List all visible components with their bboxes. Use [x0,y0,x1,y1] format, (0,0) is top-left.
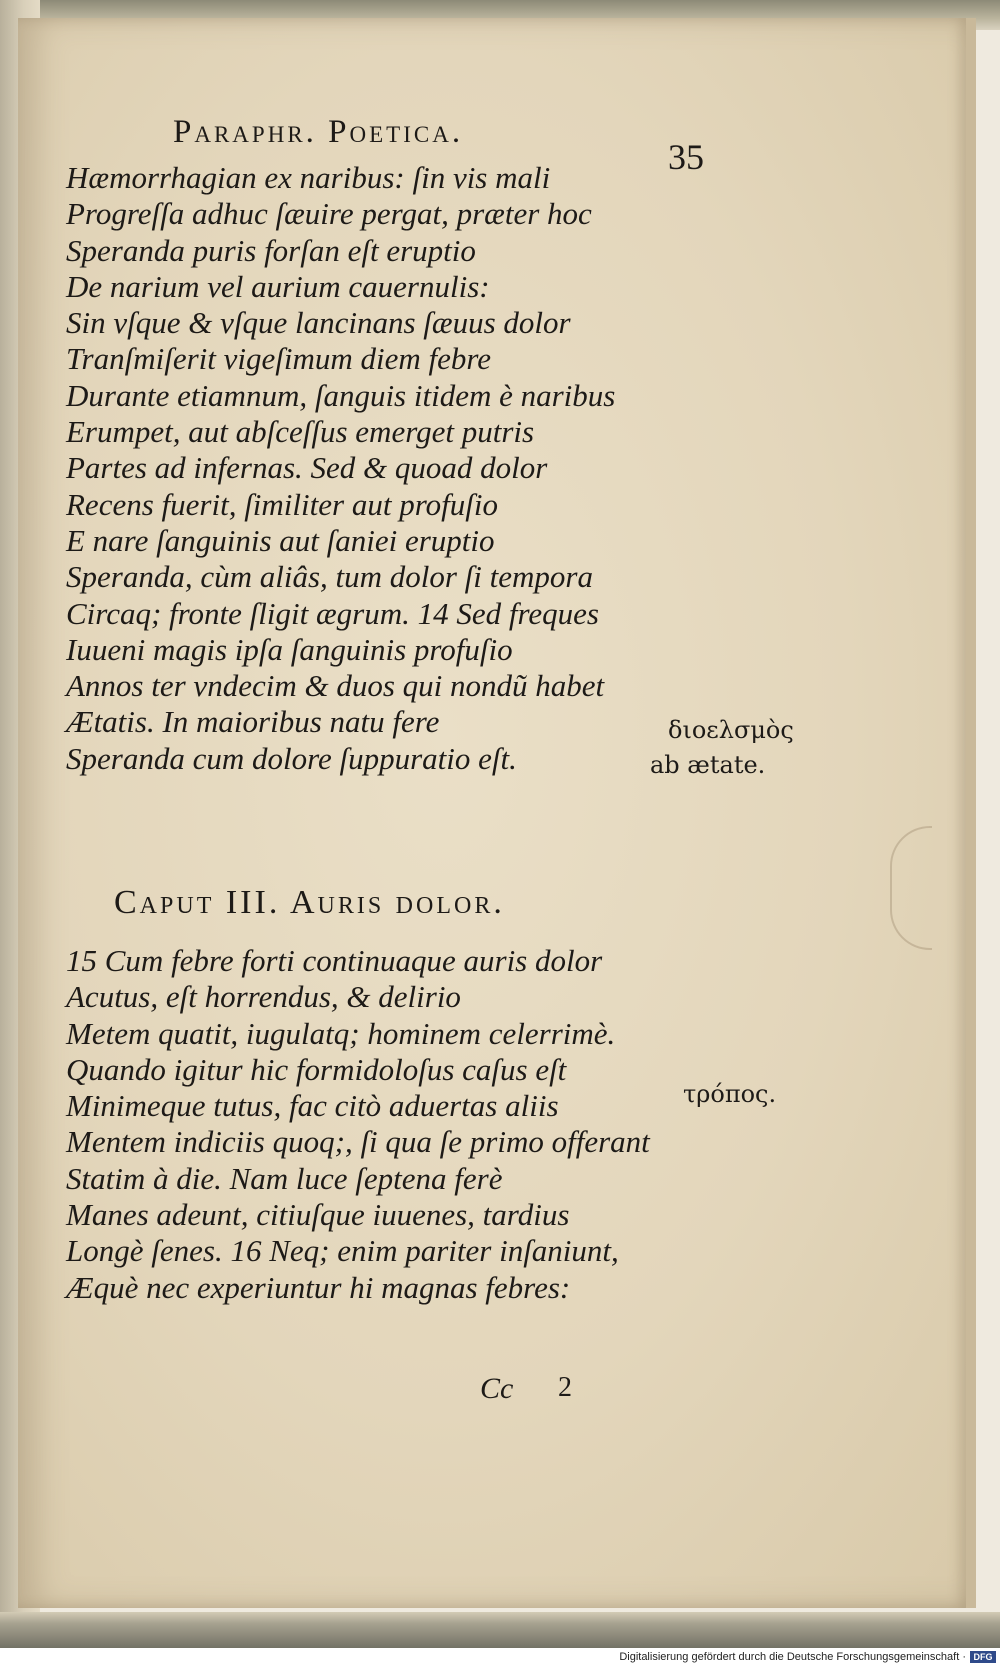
verse-line: Annos ter vndecim & duos qui nondũ habet [66,668,605,704]
verse-line: Iuueni magis ipſa ſanguinis profuſio [66,631,513,667]
verse-line: Æquè nec experiuntur hi magnas febres: [66,1269,571,1305]
book-page [18,18,976,1608]
verse-line: Longè ſenes. 16 Neq; enim pariter inſaniunt, [66,1233,619,1269]
verse-line: Statim à die. Nam luce ſeptena ferè [66,1160,503,1196]
verse-line: E nare ſanguinis aut ſaniei eruptio [66,522,495,558]
verse-line: Quando igitur hic formidoloſus caſus eſt [66,1051,567,1087]
signature-mark: Cc [480,1372,514,1405]
verse-line: Manes adeunt, citiuſque iuuenes, tardius [66,1197,570,1233]
margin-note-greek: διοελσμὸς [668,716,794,744]
verse-line: Sin vſque & vſque lancinans ſæuus dolor [66,305,571,341]
verse-line: Acutus, eſt horrendus, & delirio [66,979,461,1015]
verse-line: Circaq; fronte ſligit ægrum. 14 Sed freques [66,595,599,631]
verse-line: Progreſſa adhuc ſæuire pergat, præter hoc [66,196,592,232]
verse-line: Speranda, cùm aliâs, tum dolor ſi tempora [66,559,593,595]
verse-line: Speranda puris forſan eſt eruptio [66,232,476,268]
verse-block-bottom [66,942,726,1305]
page-number: 35 [668,137,704,177]
verse-line: Tranſmiſerit vigeſimum diem febre [66,341,492,377]
verse-line: Ætatis. In maioribus natu fere [66,704,440,740]
verse-line: Minimeque tutus, fac citò aduertas aliis [66,1088,559,1124]
margin-note-aetate: ab ætate. [650,751,766,779]
running-head: Paraphr. Poetica. [173,114,464,150]
verse-line: De narium vel aurium cauernulis: [66,268,490,304]
binding-bottom [0,1612,1000,1650]
dfg-logo-icon: DFG [970,1651,996,1663]
signature-number: 2 [558,1372,572,1403]
page-curl-shadow [890,826,932,950]
chapter-heading: Caput III. Auris dolor. [114,884,505,921]
verse-line: Durante etiamnum, ſanguis itidem è naribus [66,377,616,413]
footer-credit: Digitalisierung gefördert durch die Deutsche Forschungsgemeinschaft · [619,1651,966,1663]
verse-line: Partes ad infernas. Sed & quoad dolor [66,450,548,486]
verse-line: 15 Cum febre forti continuaque auris dolor [66,943,603,978]
verse-line: Metem quatit, iugulatq; hominem celerrimè. [66,1015,616,1051]
verse-line: Recens fuerit, ſimiliter aut profuſio [66,486,498,522]
verse-line: Mentem indiciis quoq;, ſi qua ſe primo offerant [66,1124,650,1160]
verse-line: Erumpet, aut abſceſſus emerget putris [66,414,535,450]
verse-line: Speranda cum dolore ſuppuratio eſt. [66,740,517,776]
verse-line: Hæmorrhagian ex naribus: ſin vis mali [66,160,551,195]
margin-note-tropos: τρόπος. [683,1080,777,1108]
footer-bar [0,1648,1000,1664]
verse-block-top [66,160,726,777]
